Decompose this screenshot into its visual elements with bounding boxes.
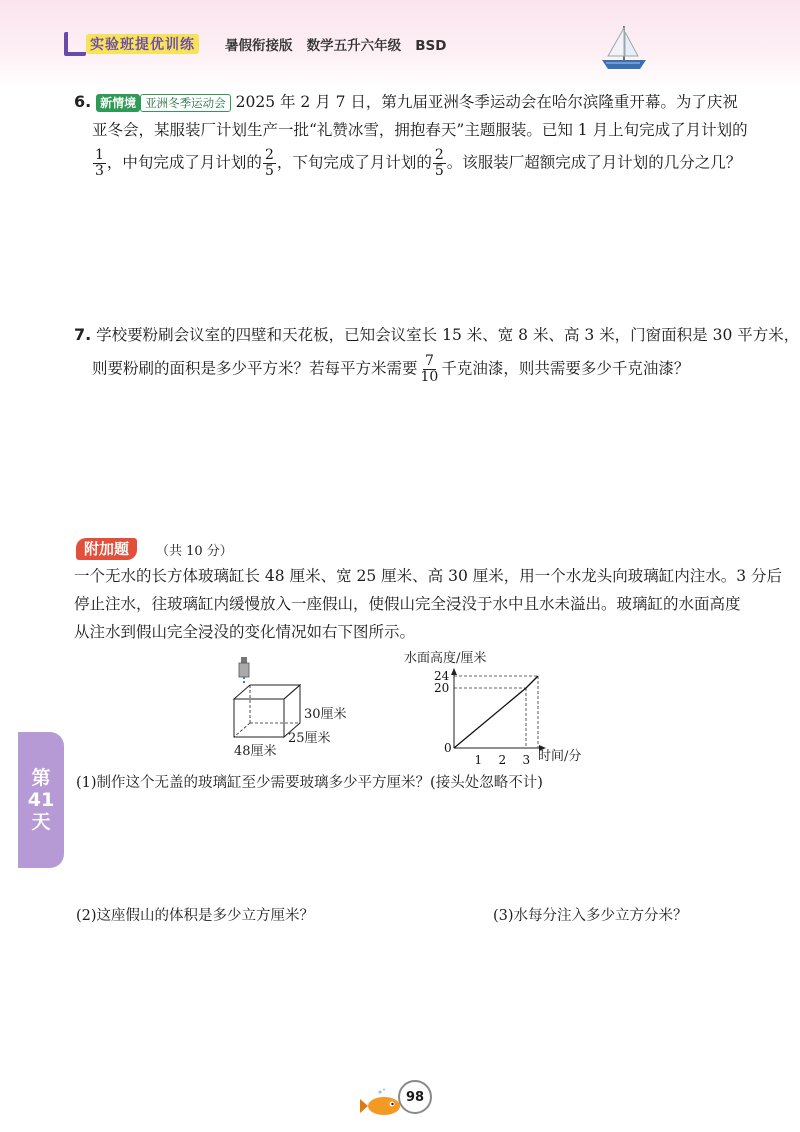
sub-question-1: (1)制作这个无盖的玻璃缸至少需要玻璃多少平方厘米？(接头处忽略不计) (76, 775, 543, 791)
question-6-line-1 (74, 92, 738, 112)
bonus-question-tag: 附加题 (76, 538, 137, 560)
sub-question-3: (3)水每分注入多少立方分米？ (493, 908, 688, 924)
bonus-text-3: 从注水到假山完全浸没的变化情况如右下图所示。 (74, 623, 416, 641)
bonus-text-2: 停止注水，往玻璃缸内缓慢放入一座假山，使假山完全浸没于水中且水未溢出。玻璃缸的水面高度 (74, 595, 741, 613)
tank-width-label: 25厘米 (288, 731, 331, 746)
faucet-icon (239, 657, 249, 685)
tank-length-label: 48厘米 (234, 744, 277, 759)
question-7-line-2 (92, 354, 689, 385)
header-brand: 实验班提优训练 (86, 34, 199, 54)
chart-y-tick-label: 20 (434, 681, 450, 695)
question-7-text-2b: 千克油漆，则共需要多少千克油漆？ (441, 359, 690, 378)
page-number: 98 (398, 1080, 432, 1114)
fraction-one-third: $\frac{1}{3}$ (95, 147, 104, 179)
brand-logo-icon (64, 32, 86, 56)
day-side-tab-line-2: 41 (27, 789, 55, 811)
water-level-chart (414, 664, 614, 764)
question-6-text-3a: ，中旬完成了月计划的 (106, 153, 262, 172)
chart-x-tick-label: 3 (522, 753, 531, 764)
tank-height-label: 30厘米 (304, 707, 347, 722)
chart-x-axis-label: 时间/分 (538, 749, 582, 764)
chart-y-tick-label: 24 (434, 669, 450, 683)
chart-y-axis-arrow (451, 668, 457, 675)
chart-series-segment (454, 688, 526, 748)
header-subtitle: 暑假衔接版 数学五升六年级 BSD (225, 38, 447, 54)
bonus-score: （共 10 分） (156, 544, 233, 559)
fraction-two-fifths-a: $\frac{2}{5}$ (264, 147, 274, 179)
question-7-number: 7. (74, 325, 92, 344)
bonus-text-1: 一个无水的长方体玻璃缸长 48 厘米、宽 25 厘米、高 30 厘米，用一个水龙头向玻璃缸内注水。3 分后 (74, 567, 783, 585)
sub-question-2: (2)这座假山的体积是多少立方厘米？ (76, 908, 315, 924)
question-7-text-1: 学校要粉刷会议室的四壁和天花板，已知会议室长 15 米、宽 8 米、高 3 米，门窗面积是 30 平方米， (96, 326, 800, 344)
topic-tag: 亚洲冬季运动会 (140, 94, 231, 112)
question-6-text-2: 亚冬会，某服装厂计划生产一批“礼赞冰雪，拥抱春天”主题服装。已知 1 月上旬完成了月计划的 (92, 121, 748, 139)
question-6-text-1: 2025 年 2 月 7 日，第九届亚洲冬季运动会在哈尔滨隆重开幕。为了庆祝 (235, 93, 738, 111)
question-6-line-3 (92, 148, 741, 179)
chart-origin-label: 0 (444, 741, 452, 755)
day-side-tab-line-3: 天 (31, 811, 51, 833)
new-context-tag: 新情境 (96, 94, 140, 112)
chart-series-segment (526, 676, 538, 688)
sailboat-icon (598, 22, 650, 72)
question-7-line-1 (74, 325, 799, 345)
chart-x-tick-label: 1 (474, 753, 483, 764)
fraction-seven-tenths: $\frac{7}{10}$ (420, 353, 439, 385)
question-7-text-2a: 则要粉刷的面积是多少平方米？若每平方米需要 (92, 359, 418, 378)
day-side-tab (18, 732, 64, 868)
question-6-text-3c: 。该服装厂超额完成了月计划的几分之几？ (446, 153, 742, 172)
question-6-number: 6. (74, 92, 92, 111)
day-side-tab-line-1: 第 (31, 767, 51, 789)
chart-y-axis-label: 水面高度/厘米 (404, 651, 487, 666)
fraction-two-fifths-b: $\frac{2}{5}$ (434, 147, 444, 179)
question-6-text-3b: ，下旬完成了月计划的 (276, 153, 432, 172)
chart-x-tick-label: 2 (498, 753, 507, 764)
